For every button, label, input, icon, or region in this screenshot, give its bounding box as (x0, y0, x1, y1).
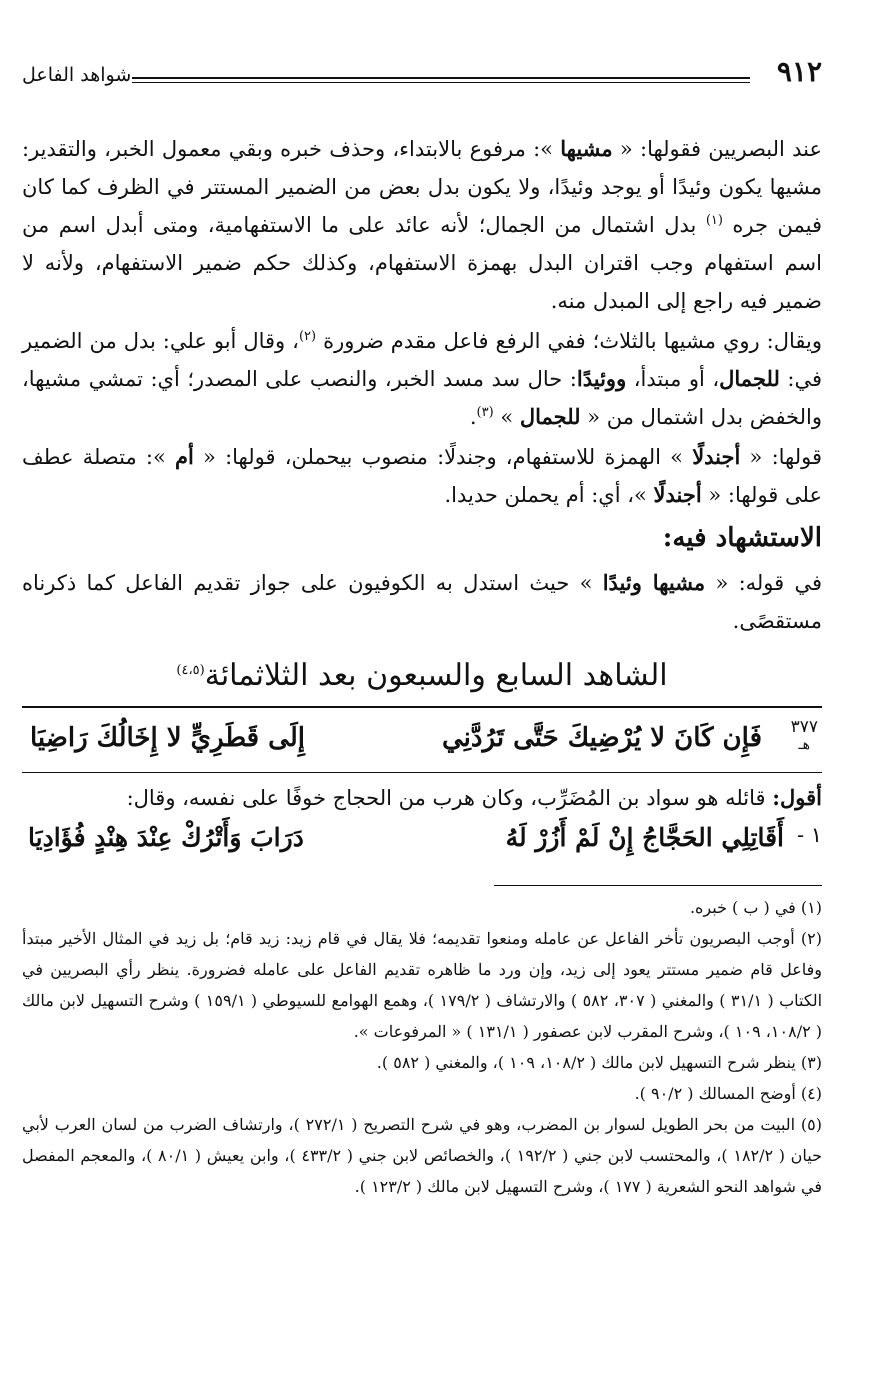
verse-number-mark: هـ (798, 737, 811, 753)
text-run: ويقال: روي مشيها بالثلاث؛ ففي الرفع فاعل مقدم ضرورة (316, 329, 822, 353)
text-run: »: مرفوع بالابتداء، وحذف خبره وبقي معمول الخبر، والتقدير: مشيها يكون وئيدًا أو يوجد وئيدًا، ولا يكون بدل بعض من الضمير المستتر في الظرف كما كان فيمن جره (22, 137, 822, 237)
footnotes (22, 892, 822, 1202)
verse-hemistich-left: إِلَى قَطَرِيٍّ لا إِخَالُكَ رَاضِيَا (30, 723, 305, 753)
paragraph-2 (22, 322, 822, 436)
poem-line (22, 817, 822, 863)
witness-title (22, 650, 822, 702)
footnote-5: (٥) البيت من بحر الطويل لسوار بن المضرب، وهو في شرح التصريح ( ٢٧٢/١ )، وارتشاف الضرب من لسان العرب لأبي حيان ( ١٨٢/٢ )، والمحتسب لابن جني ( ١٩٢/٢ )، والخصائص لابن جني ( ٤٣٣/٢ )، وابن يعيش ( ٨٠/١ )، والمعجم المفصل في شواهد النحو الشعرية ( ١٧٧ )، وشرح التسهيل لابن مالك ( ١٢٣/٢ ). (22, 1115, 823, 1196)
header-rule (132, 77, 750, 83)
book-page (22, 50, 823, 1196)
text-run: بدل اشتمال من الجمال؛ لأنه عائد على ما الاستفهامية، ومتى أبدل اسم من اسم استفهام وجب اقتران البدل بهمزة الاستفهام، وكذلك حكم ضمير الاستفهام، ولأنه لا ضمير فيه راجع إلى المبدل منه. (22, 213, 822, 313)
verse-box (22, 706, 822, 773)
text-run: » الهمزة للاستفهام، وجندلًا: منصوب بيحملن، قولها: « (193, 445, 693, 469)
text-run: » (493, 405, 520, 429)
witness-title-text: الشاهد السابع والسبعون بعد الثلاثمائة (204, 658, 668, 693)
bold-term: أجندلًا (692, 444, 741, 469)
text-run: قولها: « (740, 445, 823, 469)
paragraph-4 (22, 564, 822, 640)
footnote-ref: (٣) (476, 405, 494, 420)
footnote-ref: (١) (705, 213, 723, 228)
text-run: ، وقال أبو علي: بدل من الضمير في: (22, 329, 822, 391)
footnote-2: (٢) أوجب البصريون تأخر الفاعل عن عامله ومنعوا تقديمه؛ فلا يقال في قام زيد: زيد قام؛ بل زيد في المثال الأخير مبتدأ وفاعل قام ضمير مستتر يعود إلى زيد، وإن ورد ما ظاهره تقديم الفاعل على عامله فضرورة. ينظر رأي البصريين في الكتاب ( ٣١/١ ) والمغني ( ٣٠٧، ٥٨٢ ) والارتشاف ( ١٧٩/٢ )، وهمع الهوامع للسيوطي ( ١٥٩/١ ) وشرح التسهيل لابن مالك ( ١٠٨/٢، ١٠٩ )، وشرح المقرب لابن عصفور ( ١٣١/١ ) « المرفوعات ». (22, 929, 823, 1041)
commentary-lead: أقول: (772, 785, 822, 810)
body-text (22, 130, 822, 1202)
text-run: : حال سد مسد الخبر، والنصب على المصدر؛ أي: تمشي مشيها، والخفض بدل اشتمال من « (22, 367, 822, 429)
running-head: شواهد الفاعل (22, 64, 132, 86)
footnote-3: (٣) ينظر شرح التسهيل لابن مالك ( ١٠٨/٢، ١٠٩ )، والمغني ( ٥٨٢ ). (376, 1053, 822, 1072)
verse-number-text: ٣٧٧ (790, 717, 818, 737)
page-header (22, 50, 822, 90)
text-run: »: متصلة عطف على قولها: « (22, 445, 822, 507)
bold-term: أجندلًا (653, 482, 702, 507)
bold-term: للجمال (719, 366, 780, 391)
verse-number (791, 718, 818, 754)
poem-line-number: ١ - (796, 823, 822, 847)
text-run: في قوله: « (705, 571, 822, 595)
footnote-ref: (٢) (298, 329, 317, 344)
paragraph-1 (22, 130, 822, 320)
paragraph-3 (22, 438, 822, 514)
text-run: »، أي: أم يحملن حديدا. (444, 483, 654, 507)
footnote-1: (١) في ( ب ) خبره. (689, 898, 822, 917)
page-number: ٩١٢ (776, 55, 822, 88)
section-heading: الاستشهاد فيه: (662, 523, 822, 553)
bold-term: أم (175, 444, 194, 469)
footnote-4: (٤) أوضح المسالك ( ٩٠/٢ ). (634, 1084, 822, 1103)
text-run: . (469, 405, 477, 429)
bold-term: ووئيدًا (576, 366, 627, 391)
bold-term: مشيها (560, 136, 613, 161)
poem-hemistich-right: أَقَاتِلِي الحَجَّاجُ إِنْ لَمْ أَزُرْ لَهُ (505, 823, 784, 852)
bold-term: مشيها وئيدًا (602, 570, 706, 595)
text-run: » حيث استدل به الكوفيون على جواز تقديم الفاعل كما ذكرناه مستقصًى. (22, 571, 822, 633)
verse-hemistich-right: فَإِن كَانَ لا يُرْضِيكَ حَتَّى تَرُدَّنِي (442, 723, 762, 753)
text-run: ، أو مبتدأ، (626, 367, 720, 391)
commentary (22, 779, 822, 817)
footnote-rule (494, 885, 822, 886)
commentary-text: قائله هو سواد بن المُضَرِّب، وكان هرب من الحجاج خوفًا على نفسه، وقال: (126, 786, 773, 810)
text-run: عند البصريين فقولها: « (612, 137, 822, 161)
bold-term: للجمال (519, 404, 581, 429)
footnote-ref: (٤،٥) (176, 663, 205, 678)
poem-hemistich-left: دَرَابَ وَأَتْرُكْ عِنْدَ هِنْدٍ فُؤَادِيَا (28, 823, 304, 852)
